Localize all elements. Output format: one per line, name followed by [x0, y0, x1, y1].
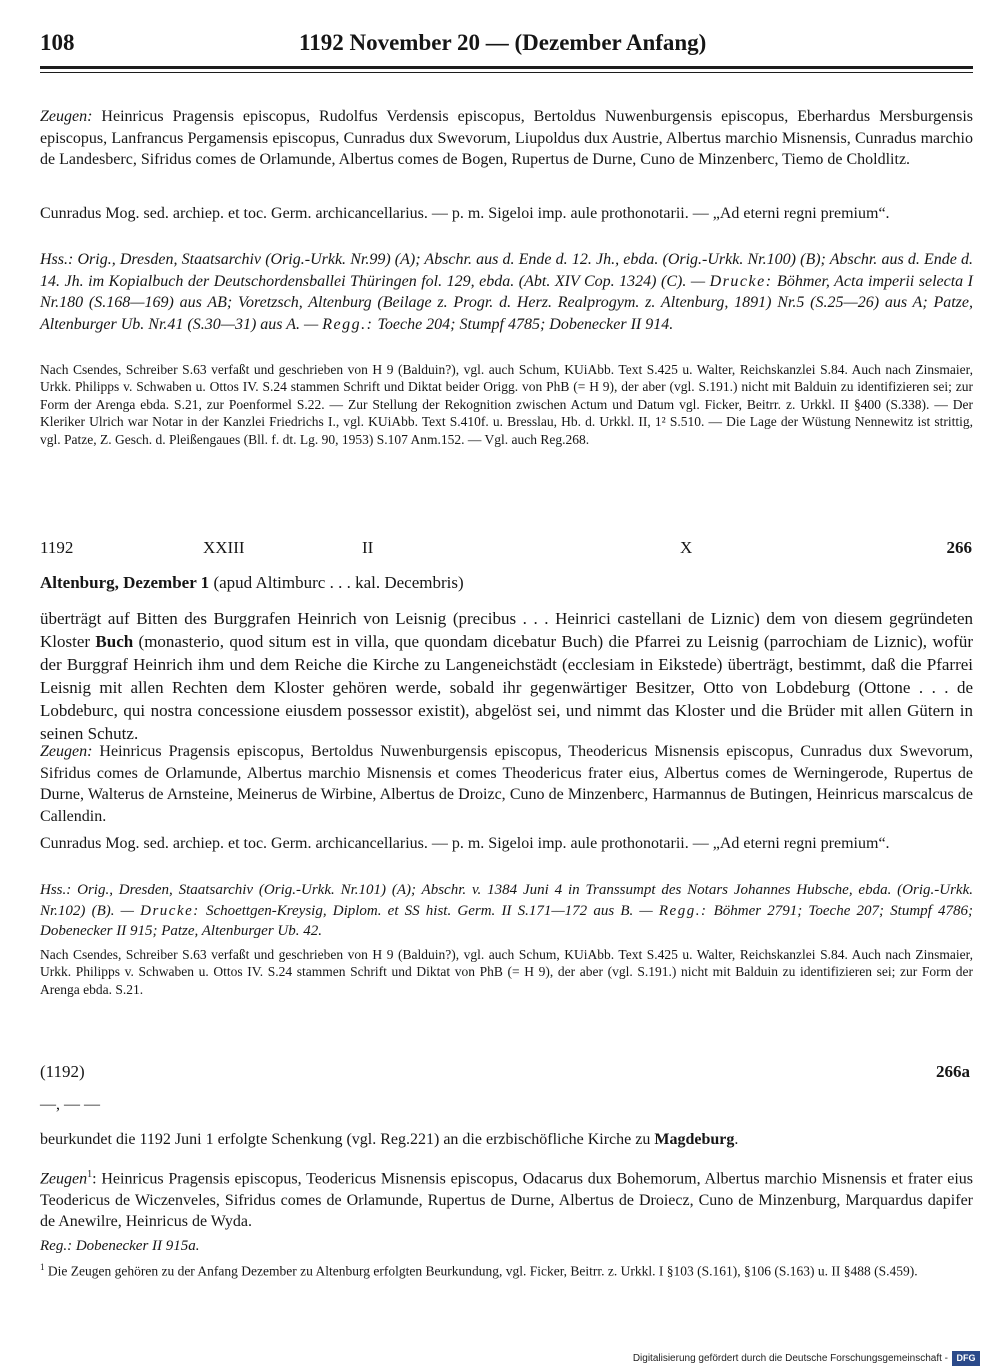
entry-266a-witnesses — [40, 1164, 973, 1233]
prints-text: Böhmer, Acta imperii selecta I Nr.180 (S.168—169) aus AB; Voretzsch, Altenburg (Beilage z. Progr. d. Herz. Realprogym. z. Altenburg, 1891) Nr.5 (S.25—26) aus A; Patze, Altenburger Ub. Nr.41 (S.30—31) aus A. — — [40, 272, 974, 333]
regg-text: Toeche 204; Stumpf 4785; Dobenecker II 914. — [373, 315, 674, 333]
entry-266a-year: (1192) — [40, 1062, 85, 1081]
entry-266-witnesses — [40, 741, 973, 827]
entry-266-notes: Nach Csendes, Schreiber S.63 verfaßt und geschrieben von H 9 (Balduin?), vgl. auch Schum, KUiAbb. Text S.425 u. Walter, Reichskanzlei S.84. Auch nach Zinsmaier, Urkk. Philipps v. Schwaben u. Ottos IV. S.24 stammen Schrift und Diktat von PhB (= H 9), der aber (vgl. S.191.) nicht mit Balduin zu identifizieren sei; zur Form der Arenga ebda. S.21. — [40, 947, 973, 997]
entry-266-chancery: Cunradus Mog. sed. archiep. et toc. Germ. archicancellarius. — p. m. Sigeloi imp. aule prothonotarii. — „Ad eterni regni premium“. — [40, 835, 890, 852]
regg-text: Dobenecker II 915a. — [72, 1238, 200, 1254]
entry-266a-summary — [40, 1129, 973, 1151]
summary-bold: Magdeburg — [654, 1131, 735, 1148]
summary-part-1: überträgt auf Bitten des Burggrafen Heinrich von Leisnig (precibus . . . Heinrici castellani de Liznic) dem von diesem gegründeten Kloster — [40, 609, 973, 651]
entry-266-col-a: XXIII — [203, 538, 245, 557]
entry-266-place-date — [40, 571, 464, 594]
mss-label: Hss.: — [40, 882, 72, 898]
entry-266-col-b: II — [362, 538, 374, 557]
header-rule-thick — [40, 66, 973, 69]
witnesses-text: : Heinricus Pragensis episcopus, Teodericus Misnensis episcopus, Odacarus dux Bohemorum, Albertus marchio Misnensis et frater eius Teodericus de Wiczenveles, Sifridus comes de Orlamunde, Rupertus de Durne, Albertus de Droiecz, Cuno de Minzenburg, Marquardus dapifer de Anewilre, Heinricus de Wyda. — [40, 1170, 973, 1231]
prev-witnesses — [40, 106, 973, 171]
mss-text: Orig., Dresden, Staatsarchiv (Orig.-Urkk. Nr.99) (A); Abschr. aus d. Ende d. 12. Jh., ebda. (Orig.-Urkk. Nr.100) (B); Abschr. aus d. Ende d. 14. Jh. im Kopialbuch der Deutschordensballei Thüringen fol. 129, ebda. (Abt. XIV Cop. 1324) (C). — — [40, 251, 973, 290]
footnote-mark: 1 — [40, 1262, 45, 1272]
regg-label: Regg.: — [658, 902, 708, 919]
summary-bold: Buch — [95, 632, 134, 651]
mss-label: Hss.: — [40, 251, 74, 268]
entry-266a-number: 266a — [936, 1062, 970, 1081]
place-date-latin: (apud Altimburc . . . kal. Decembris) — [209, 573, 464, 592]
prints-text: Schoettgen-Kreysig, Diplom. et SS hist. Germ. II S.171—172 aus B. — — [199, 902, 653, 919]
regg-text: Böhmer 2791; Toeche 207; Stumpf 4786; Dobenecker II 915; Patze, Altenburger Ub. 42. — [40, 902, 973, 940]
page-number: 108 — [40, 30, 75, 55]
mss-text: Orig., Dresden, Staatsarchiv (Orig.-Urkk. Nr.101) (A); Abschr. v. 1384 Juni 4 in Transsumpt des Notars Johannes Hubsche, ebda. (Orig.-Urkk. Nr.102) (B). — — [40, 882, 973, 919]
entry-266-col-c: X — [680, 538, 693, 557]
summary-part-1: beurkundet die 1192 Juni 1 erfolgte Schenkung (vgl. Reg.221) an die erzbischöfliche Kirche zu — [40, 1131, 655, 1148]
witnesses-label: Zeugen — [40, 1170, 88, 1188]
header-rule-thin — [40, 72, 973, 73]
entry-266-summary — [40, 607, 973, 745]
dfg-logo: DFG — [952, 1351, 980, 1366]
footnote-text: Die Zeugen gehören zu der Anfang Dezember zu Altenburg erfolgten Beurkundung, vgl. Ficker, Beitrr. z. Urkkl. I §103 (S.161), §106 (S.163) u. II §488 (S.459). — [44, 1263, 918, 1279]
prints-label: Drucke: — [140, 902, 200, 919]
entry-266-number: 266 — [946, 538, 972, 557]
prev-notes: Nach Csendes, Schreiber S.63 verfaßt und geschrieben von H 9 (Balduin?), vgl. auch Schum, KUiAbb. Text S.425 u. Walter, Reichskanzlei S.84. Auch nach Zinsmaier, Urkk. Philipps v. Schwaben u. Ottos IV. S.24 stammen Schrift und Diktat beider Origg. von PhB (= H 9), der aber (vgl. S.191.) nicht mit Balduin zu identifizieren sei; zur Form der Arenga ebda. S.21, zur Poenformel S.22. — Zur Stellung der Rekognition zwischen Actum und Datum vgl. Ficker, Beitrr. z. Urkkl. II §400 (S.338). — Der Kleriker Ulrich war Notar in der Kanzlei Friedrichs I., vgl. KUiAbb. Text S.410f. u. Bresslau, Hb. d. Urkkl. II, 1² S.510. — Die Lage der Wüstung Nennewitz ist strittig, vgl. Patze, Z. Gesch. d. Pleißengaues (Bll. f. dt. Lg. 90, 1953) S.107 Anm.152. — Vgl. auch Reg.268. — [40, 362, 973, 447]
funding-credit: Digitalisierung gefördert durch die Deutsche Forschungsgemeinschaft - — [632, 1353, 948, 1364]
place-date: Altenburg, Dezember 1 — [40, 573, 210, 592]
summary-part-2: (monasterio, quod situm est in villa, que quondam dicebatur Buch) die Pfarrei zu Leisnig (parrochiam de Liznic), wofür der Burggraf Heinrich ihm und dem Reiche die Kirche zu Langeneichstädt (ecclesiam in Eikstede) überträgt, bestimmt, daß die Pfarrei Leisnig mit allen Rechten dem Kloster gehören werde, sobald ihr gegenwärtiger Besitzer, Otto von Lobdeburg (Ottone . . . de Lobdeburc, qui nostra concessione eiusdem possessor existit), abgelöst sei, und nimmt das Kloster und die Brüder mit allen Gütern in seinen Schutz. — [40, 632, 974, 743]
footnote-ref: 1 — [87, 1169, 93, 1180]
prev-chancery: Cunradus Mog. sed. archiep. et toc. Germ. archicancellarius. — p. m. Sigeloi imp. aule prothonotarii. — „Ad eterni regni premium“. — [40, 205, 890, 222]
entry-266a-regg — [40, 1236, 973, 1257]
summary-part-2: . — [734, 1131, 739, 1148]
witnesses-text: Heinricus Pragensis episcopus, Rudolfus Verdensis episcopus, Bertoldus Nuwenburgensis episcopus, Eberhardus Mersburgensis episcopus, Lanfrancus Pergamensis episcopus, Cunradus dux Swevorum, Liupoldus dux Austrie, Albertus marchio Misnensis, Cunradus marchio de Landesberc, Sifridus comes de Orlamunde, Albertus comes de Bogen, Rupertus de Durne, Cuno de Minzenberc, Tiemo de Choldlitz. — [40, 108, 973, 168]
running-title: 1192 November 20 — (Dezember Anfang) — [299, 30, 707, 55]
entry-266-sources — [40, 880, 973, 942]
prints-label: Drucke: — [709, 272, 773, 290]
entry-266a-footnote — [40, 1259, 973, 1280]
regg-label: Reg.: — [40, 1238, 73, 1254]
witnesses-label: Zeugen: — [40, 108, 93, 125]
regg-label: Regg.: — [322, 315, 374, 333]
witnesses-label: Zeugen: — [40, 743, 93, 760]
entry-266-year: 1192 — [40, 538, 74, 557]
prev-sources — [40, 249, 973, 335]
entry-266a-place-placeholder: —, — — — [40, 1096, 100, 1113]
witnesses-text: Heinricus Pragensis episcopus, Bertoldus Nuwenburgensis episcopus, Theodericus Misnensis episcopus, Cunradus dux Swevorum, Sifridus comes de Orlamunde, Albertus marchio Misnensis et comes Theodericus frater eius, Albertus comes de Werningerode, Rupertus de Durne, Walterus de Arnsteine, Meinerus de Wirbine, Albertus de Droizc, Cuno de Minzenberc, Harmannus de Butingen, Heinricus marscalcus de Callendin. — [40, 743, 973, 825]
